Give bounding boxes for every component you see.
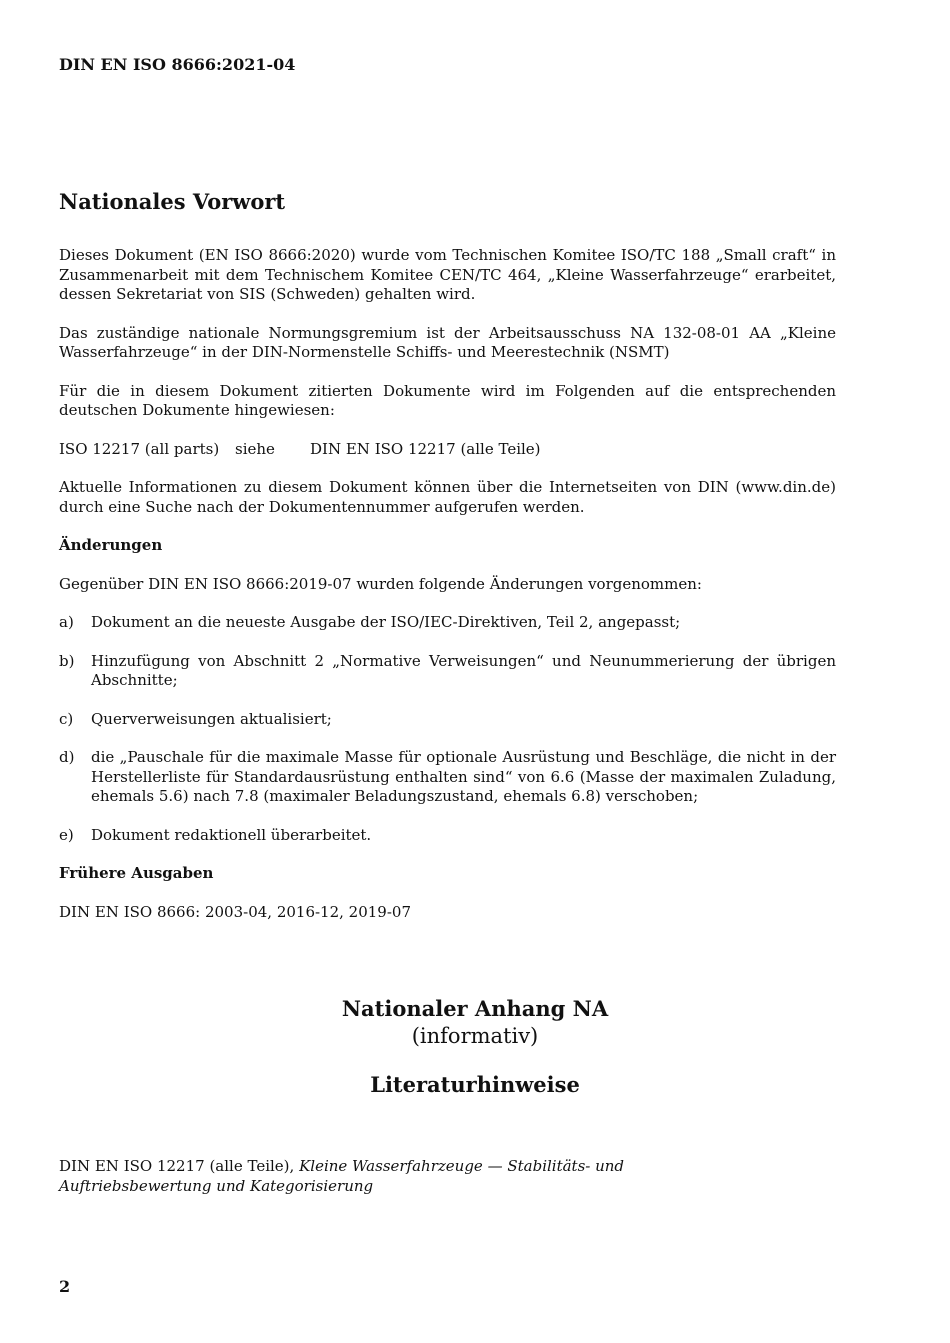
list-item [59, 710, 836, 730]
changes-heading: Änderungen [59, 536, 163, 554]
annex-subtitle: (informativ) [411, 1024, 539, 1048]
list-item-text: Dokument an die neueste Ausgabe der ISO/IEC-Direktiven, Teil 2, angepasst; [91, 613, 681, 631]
list-marker: b) [59, 651, 75, 670]
foreword-paragraph-2: Das zuständige nationale Normungsgremium ist der Arbeitsausschuss NA 132-08-01 AA „Kleine Wasserfahrzeuge“ in der DIN-Normenstelle Schiffs- und Meerestechnik (NSMT) [59, 323, 836, 361]
list-item [59, 826, 836, 846]
earlier-editions-text: DIN EN ISO 8666: 2003-04, 2016-12, 2019-07 [59, 902, 412, 921]
list-marker: d) [59, 748, 75, 766]
bibliography-ref: DIN EN ISO 12217 (alle Teile), [59, 1157, 295, 1175]
list-item [59, 613, 836, 633]
foreword-paragraph-1: Dieses Dokument (EN ISO 8666:2020) wurde vom Technischen Komitee ISO/TC 188 „Small craft“ in Zusammenarbeit mit dem Technischem Komitee CEN/TC 464, „Kleine Wasserfahrzeuge“ erarbeitet, dessen Sekretariat von SIS (Schweden) gehalten wird. [59, 246, 836, 303]
changes-intro: Gegenüber DIN EN ISO 8666:2019-07 wurden folgende Änderungen vorgenommen: [59, 574, 702, 593]
reference-siehe: siehe [235, 439, 275, 458]
reference-din: DIN EN ISO 12217 (alle Teile) [310, 439, 541, 458]
foreword-paragraph-3: Für die in diesem Dokument zitierten Dokumente wird im Folgenden auf die entsprechenden deutschen Dokumente hingewiesen: [59, 381, 836, 419]
bibliography-entry [59, 1157, 779, 1196]
changes-list [59, 613, 836, 845]
national-annex-heading [0, 995, 950, 1099]
list-item-text: die „Pauschale für die maximale Masse für optionale Ausrüstung und Beschläge, die nicht in der Herstellerliste für Standardausrüstung enthalten sind“ von 6.6 (Masse der maximalen Zuladung, ehemals 5.6) nach 7.8 (maximaler Beladungszustand, ehemals 6.8) verschoben; [91, 748, 836, 805]
document-id-header: DIN EN ISO 8666:2021-04 [59, 55, 296, 74]
reference-row [59, 440, 836, 460]
foreword-paragraph-4: Aktuelle Informationen zu diesem Dokument können über die Internetseiten von DIN (www.din.de) durch eine Suche nach der Dokumentennummer aufgerufen werden. [59, 478, 836, 516]
list-marker: e) [59, 825, 74, 844]
foreword-title: Nationales Vorwort [59, 189, 286, 214]
list-item-text: Hinzufügung von Abschnitt 2 „Normative Verweisungen“ und Neunummerierung der übrigen Abschnitte; [91, 651, 836, 689]
bibliography-title: Kleine Wasserfahrzeuge — Stabilitäts- und Auftriebsbewertung und Kategorisierung [59, 1157, 625, 1195]
annex-title: Nationaler Anhang NA [341, 996, 609, 1021]
list-marker: a) [59, 613, 74, 631]
foreword-section [59, 188, 836, 941]
list-item-text: Dokument redaktionell überarbeitet. [91, 825, 372, 844]
annex-section-title: Literaturhinweise [370, 1072, 580, 1097]
page-number: 2 [59, 1277, 71, 1296]
earlier-editions-heading: Frühere Ausgaben [59, 864, 214, 882]
list-item [59, 748, 836, 807]
reference-iso: ISO 12217 (all parts) [59, 439, 220, 458]
list-item-text: Querverweisungen aktualisiert; [91, 709, 332, 728]
list-item [59, 652, 836, 691]
list-marker: c) [59, 709, 74, 728]
